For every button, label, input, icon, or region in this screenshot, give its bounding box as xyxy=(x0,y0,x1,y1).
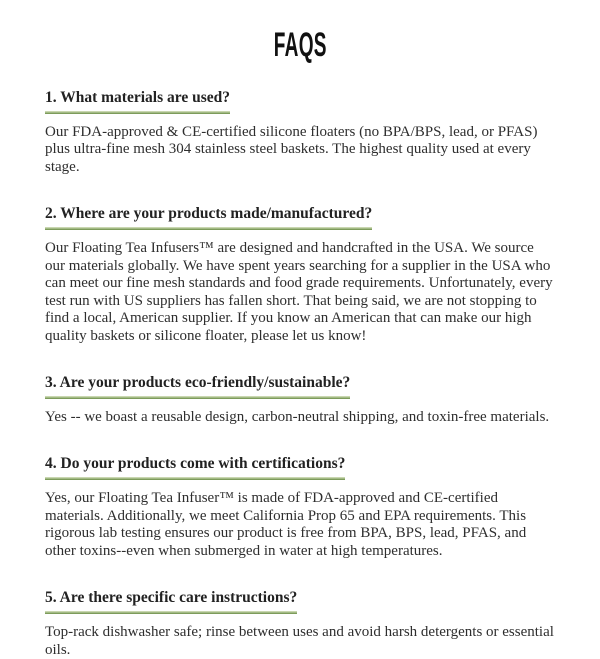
faq-question: 1. What materials are used? xyxy=(45,89,230,114)
faq-answer: Yes -- we boast a reusable design, carbon-neutral shipping, and toxin-free materials. xyxy=(45,408,550,425)
faq-item xyxy=(45,89,555,176)
faq-list xyxy=(45,89,555,659)
faq-answer: Our FDA-approved & CE-certified silicone floaters (no BPA/BPS, lead, or PFAS) plus ultra-fine mesh 304 stainless steel baskets. The highest quality used at every stage. xyxy=(45,123,538,175)
faq-item xyxy=(45,455,555,560)
faq-item xyxy=(45,205,555,345)
faq-answer: Yes, our Floating Tea Infuser™ is made of FDA-approved and CE-certified materials. Additionally, we meet California Prop 65 and EPA requirements. This rigorous lab testing ensures our product is free from BPA, BPS, lead, PFAS, and other toxins--even when submerged in water at high temperatures. xyxy=(45,490,527,559)
faq-question: 3. Are your products eco-friendly/sustainable? xyxy=(45,374,350,399)
page-title-wrap xyxy=(45,28,555,62)
faq-answer: Our Floating Tea Infusers™ are designed and handcrafted in the USA. We source our materials globally. We have spent years searching for a supplier in the USA who can meet our fine mesh standards and food grade requirements. Unfortunately, every test run with US suppliers has fallen short. That being said, we are not stopping to find a local, American supplier. If you know an American that can make our high quality baskets or silicone floater, please let us know! xyxy=(45,240,553,344)
faq-item xyxy=(45,374,555,426)
page-title: FAQS xyxy=(273,26,327,64)
faq-question: 5. Are there specific care instructions? xyxy=(45,589,297,614)
faq-question: 2. Where are your products made/manufactured? xyxy=(45,205,372,230)
faq-question: 4. Do your products come with certifications? xyxy=(45,455,345,480)
faq-answer: Top-rack dishwasher safe; rinse between uses and avoid harsh detergents or essential oils. xyxy=(45,624,554,658)
